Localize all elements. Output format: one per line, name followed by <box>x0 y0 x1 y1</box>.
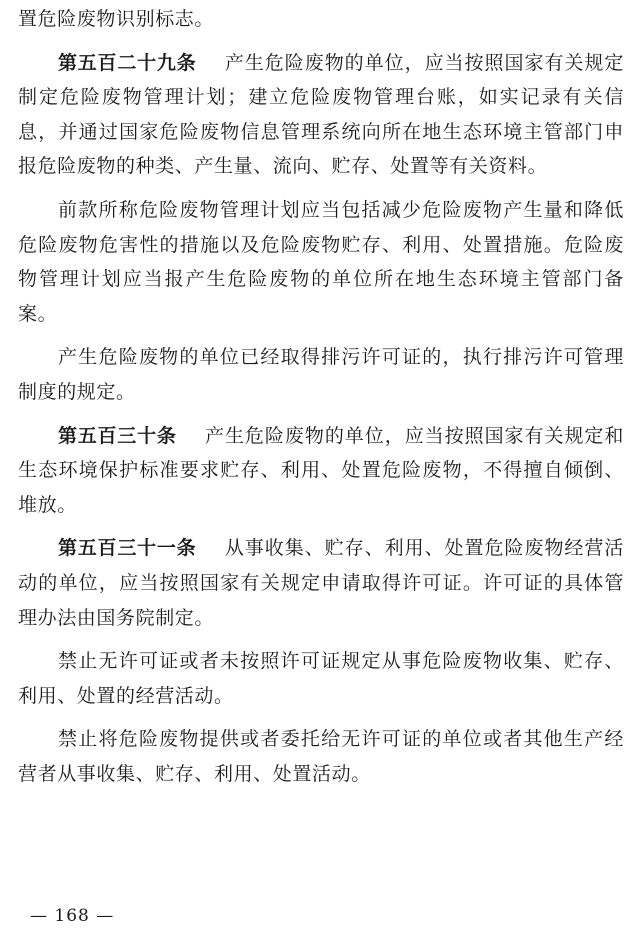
article-530-paragraph <box>18 419 624 523</box>
paragraph-discharge-permit <box>18 340 624 409</box>
article-529-paragraph <box>18 46 624 184</box>
paragraph-management-plan <box>18 193 624 331</box>
paragraph-text: 从事收集、贮存、利用、处置危险废物经营活动的单位，应当按照国家有关规定申请取得许可证。许可证的具体管理办法由国务院制定。 <box>18 537 624 629</box>
paragraph-text: 禁止将危险废物提供或者委托给无许可证的单位或者其他生产经营者从事收集、贮存、利用、处置活动。 <box>18 728 624 785</box>
article-number-529: 第五百二十九条 <box>58 51 197 74</box>
paragraph-text: 产生危险废物的单位已经取得排污许可证的，执行排污许可管理制度的规定。 <box>18 346 624 403</box>
article-number-531: 第五百三十一条 <box>58 537 197 560</box>
paragraph-text: 前款所称危险废物管理计划应当包括减少危险废物产生量和降低危险废物危害性的措施以及危险废物贮存、利用、处置措施。危险废物管理计划应当报产生危险废物的单位所在地生态环境主管部门备案。 <box>18 198 624 325</box>
article-number-530: 第五百三十条 <box>58 424 177 447</box>
paragraph-text: 产生危险废物的单位，应当按照国家有关规定制定危险废物管理计划；建立危险废物管理台账，如实记录有关信息，并通过国家危险废物信息管理系统向所在地生态环境主管部门申报危险废物的种类、产生量、流向、贮存、处置等有关资料。 <box>18 51 624 178</box>
paragraph-text: 置危险废物识别标志。 <box>18 8 215 30</box>
article-531-paragraph <box>18 531 624 635</box>
paragraph-text: 产生危险废物的单位，应当按照国家有关规定和生态环境保护标准要求贮存、利用、处置危险废物，不得擅自倾倒、堆放。 <box>18 424 624 516</box>
paragraph-continuation <box>18 2 624 37</box>
paragraph-prohibition-delegation <box>18 722 624 791</box>
page-number-footer: — 168 — <box>30 906 115 926</box>
paragraph-text: 禁止无许可证或者未按照许可证规定从事危险废物收集、贮存、利用、处置的经营活动。 <box>18 650 624 707</box>
paragraph-prohibition-unlicensed <box>18 644 624 713</box>
document-page <box>18 0 624 791</box>
